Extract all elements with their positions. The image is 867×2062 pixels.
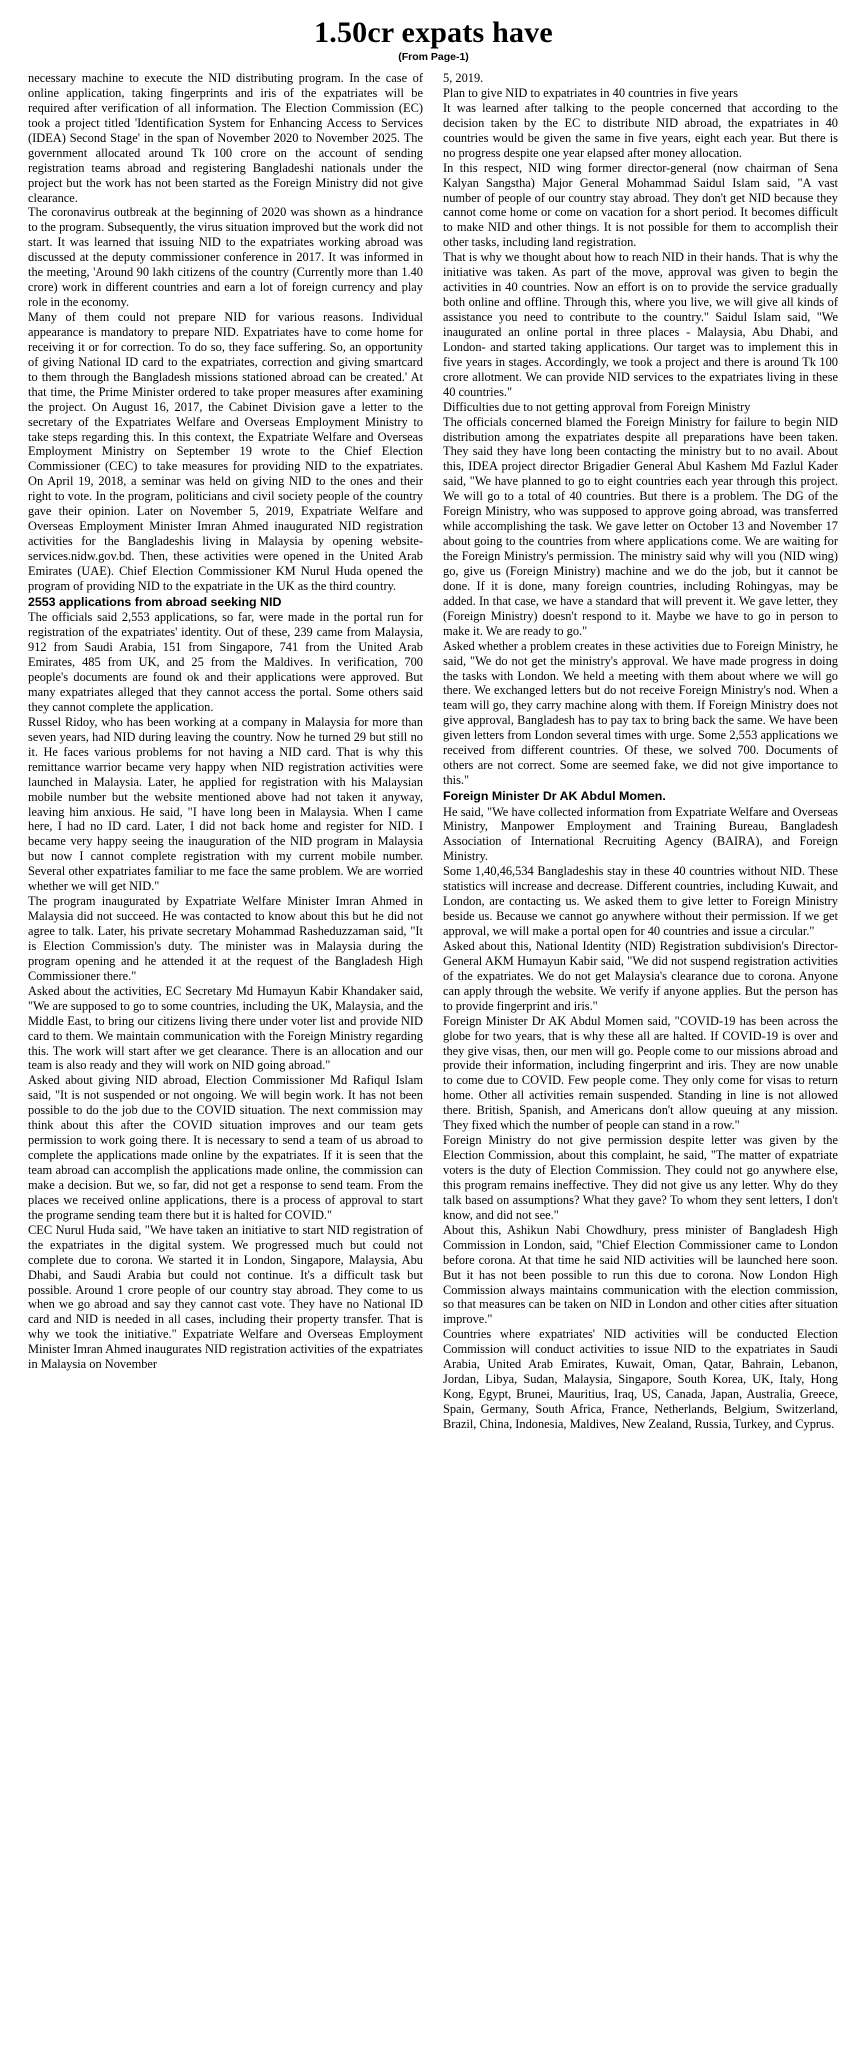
article-paragraph: That is why we thought about how to reach NID in their hands. That is why the initiative was taken. As part of the move, approval was given to begin the activities in 40 countries. Now an effort is on to provide the service gradually both online and offline. Through this, where you live, we will give all kinds of assistance you need to contribute to the country." Saidul Islam said, "We inaugurated an online portal in three places - Malaysia, Abu Dhabi, and London- and started taking applications. Our target was to implement this in five years in stages. Accordingly, we took a project and there is around Tk 100 crore allotment. We can provide NID services to the expatriates living in these 40 countries." (443, 250, 838, 399)
article-paragraph: About this, Ashikun Nabi Chowdhury, press minister of Bangladesh High Commission in London, said, "Chief Election Commissioner came to London before corona. At that time he said NID activities will be launched here soon. But it has not been possible to run this due to corona. Now London High Commission always maintains communication with the election commission, so that measures can be taken on NID in London and other cities after situation improve." (443, 1222, 838, 1327)
article-paragraph: The officials said 2,553 applications, so far, were made in the portal run for registration of the expatriates' identity. Out of these, 239 came from Malaysia, 912 from Saudi Arabia, 151 from Singapore, 741 from the United Arab Emirates, 485 from UK, and 25 from the Maldives. In verification, 700 people's documents are found ok and their applications were approved. But many expatriates alleged that they cannot access the portal. Some others said they cannot complete the application. (28, 610, 423, 714)
article-subheading: Foreign Minister Dr AK Abdul Momen. (443, 789, 666, 803)
article-paragraph: CEC Nurul Huda said, "We have taken an initiative to start NID registration of the expatriates in the digital system. We progressed much but could not complete due to corona. We started it in London, Singapore, Malaysia, Abu Dhabi, and Saudi Arabia but could not continue. It's a difficult task but possible. Around 1 crore people of our country stay abroad. They come to us when we go abroad and say they cannot cast vote. They have no National ID card and NID is needed in all cases, including their property transfer. That is why we took the initiative." Expatriate Welfare and Overseas Employment Minister Imran Ahmed inaugurates NID registration activities of the expatriates in Malaysia on November (28, 1222, 423, 1372)
article-paragraph: The coronavirus outbreak at the beginning of 2020 was shown as a hindrance to the program. Subsequently, the virus situation improved but the work did not start. It was learned that issuing NID to the expatriates working abroad was discussed at the deputy commissioner conference in 2017. It was informed in the meeting, 'Around 90 lakh citizens of the country (Currently more than 1.40 crore) work in different countries and earn a lot of foreign currency and play role in the economy. (28, 205, 423, 310)
page-title: 1.50cr expats have (314, 16, 553, 49)
article-paragraph: The program inaugurated by Expatriate Welfare Minister Imran Ahmed in Malaysia did not succeed. He was contacted to know about this but he did not agree to talk. Later, his private secretary Mohammad Rasheduzzaman said, "It is Election Commission's duty. The minister was in Malaysia during the program opening and he attended it at the request of the Bangladesh High Commissioner there." (28, 894, 423, 983)
article-paragraph: The officials concerned blamed the Foreign Ministry for failure to begin NID distribution among the expatriates despite all preparations have been taken. They said they have long been contacting the ministry but to no avail. About this, IDEA project director Brigadier General Abul Kashem Md Fazlul Kader said, "We have planned to go to eight countries each year through this project. We will go to a total of 40 countries. But there is a problem. The DG of the Foreign Ministry, who was supposed to approve going abroad, was transferred while accomplishing the task. We gave letter on October 13 and November 17 about going to the countries from where applications come. We are waiting for the Foreign Ministry's permission. The ministry said why will you (NID wing) go, give us (Foreign Ministry) machine and we do the job, but it cannot be done. If it is done, many foreign countries, including Rohingyas, may be added. In that case, we have a standard that will prevent it. We gave letter, they (Foreign Ministry) doesn't respond to it. Maybe we have to go in person to make it. We are ready to go." (443, 414, 838, 638)
article-paragraph: Plan to give NID to expatriates in 40 countries in five years (443, 85, 738, 100)
article-paragraph: Asked about this, National Identity (NID) Registration subdivision's Director-General AKM Humayun Kabir said, "We did not suspend registration activities of the expatriates. We do not get Malaysia's clearance due to corona. Anyone can apply through the website. We verify if anyone applies. But the person has to provide fingerprint and iris." (443, 938, 838, 1013)
article-paragraph: It was learned after talking to the people concerned that according to the decision taken by the EC to distribute NID abroad, the expatriates in 40 countries would be given the same in five years, eight each year. But there is no progress despite one year elapsed after money allocation. (443, 100, 838, 160)
article-paragraph: Foreign Ministry do not give permission despite letter was given by the Election Commission, about this complaint, he said, "The matter of expatriate voters is the duty of Election Commission. They could not go anywhere else, this program remains ineffective. They did not give us any letter. Why do they talk based on assumptions? What they gave? To whom they sent letters, I don't know, and did not see." (443, 1133, 838, 1222)
article-subheading: 2553 applications from abroad seeking NID (28, 594, 282, 609)
article-paragraph: Russel Ridoy, who has been working at a company in Malaysia for more than seven years, had NID during leaving the country. Now he turned 29 but still no it. He faces various problems for not having a NID card. That is why this remittance warrior became very happy when NID registration activities were launched in Malaysia. Later, he applied for registration with his Malaysian mobile number but the website mentioned above had not taken it anyway, leaving him anxious. He said, "I have long been in Malaysia. When I came here, I had no ID card. Later, I did not back home and register for NID. I became very happy seeing the inauguration of the NID program in Malaysia but now I cannot complete registration with my current mobile number. Several other expatriates familiar to me face the same problem. We are worried whether we will get NID." (28, 714, 423, 894)
article-paragraph: In this respect, NID wing former director-general (now chairman of Sena Kalyan Sangstha) Major General Mohammad Saidul Islam said, "A vast number of people of our country stay abroad. They don't get NID because they cannot come home or come on vacation for a short period. It becomes difficult to make NID and other things. It is not possible for them to accomplish their other tasks, including land registration. (443, 160, 838, 250)
article-paragraph: Foreign Minister Dr AK Abdul Momen said, "COVID-19 has been across the globe for two years, that is why these all are halted. If COVID-19 is over and they give visas, then, our men will go. People come to our missions abroad and provide their information, including fingerprint and iris. They are now unable to come due to COVID. Few people come. They only come for visas to return home. Other all activities remain suspended. Standing in line is not allowed there. British, Spanish, and Americans don't allow queuing at any mission. They fixed which the number of people can stand in a row." (443, 1013, 838, 1133)
article-paragraph: Difficulties due to not getting approval from Foreign Ministry (443, 399, 751, 414)
article-paragraph: Countries where expatriates' NID activities will be conducted Election Commission will conduct activities to issue NID to the expatriates in Saudi Arabia, United Arab Emirates, Kuwait, Oman, Qatar, Bahrain, Lebanon, Jordan, Libya, Sudan, Malaysia, Singapore, South Korea, UK, Italy, Hong Kong, Egypt, Brunei, Mauritius, Iraq, US, Canada, Japan, Australia, Greece, Spain, Germany, South Africa, France, Netherlands, Belgium, Switzerland, Brazil, China, Indonesia, Maldives, New Zealand, Russia, Turkey, and Cyprus. (443, 1327, 838, 1431)
article-paragraph: Some 1,40,46,534 Bangladeshis stay in these 40 countries without NID. These statistics will increase and decrease. Different countries, including Kuwait, and London, are contacting us. We asked them to give letter to Foreign Ministry beside us. Because we cannot go anywhere without their permission. If we get approval, we will make a portal open for 40 countries and issue a circular." (443, 864, 838, 938)
article-paragraph: Asked whether a problem creates in these activities due to Foreign Ministry, he said, "We do not get the ministry's approval. We have made progress in doing the tasks with London. We held a meeting with them about where we will go there. We exchanged letters but do not receive Foreign Ministry's nod. When a team will go, they carry machine along with them. If Foreign Ministry does not give approval, Bangladesh has to pay tax to bring back the same. We have been given letters from London several times with urge. Some 2,553 applications we received from different countries. Of these, we solved 700. Documents of others are not correct. Some are seemed fake, we did not give importance to this." (443, 638, 838, 788)
article-paragraph: necessary machine to execute the NID distributing program. In the case of online application, taking fingerprints and iris of the expatriates will be required after verification of all information. The Election Commission (EC) took a project titled 'Identification System for Enhancing Access to Services (IDEA) Second Stage' in the span of November 2020 to November 2025. The government allocated around Tk 100 crore on the account of sending registration teams abroad and registering Bangladeshi nationals under the project but the work has not been started as the Foreign Ministry did not give clearance. (28, 71, 423, 205)
article-paragraph: Many of them could not prepare NID for various reasons. Individual appearance is mandatory to prepare NID. Expatriates have to come home for receiving it or for correction. To do so, they face suffering. So, an opportunity of giving National ID card to the expatriates, correction and giving smartcard to them through the Bangladesh missions stationed abroad can be created.' At that time, the Prime Minister ordered to take proper measures after examining the project. On August 16, 2017, the Cabinet Division gave a letter to the secretary of the Expatriates Welfare and Overseas Employment Ministry to take steps regarding this. In this context, the Expatriate Welfare and Overseas Employment Ministry on September 19 wrote to the Chief Election Commissioner (CEC) to take measures for providing NID to the expatriates. On April 19, 2018, a seminar was held on giving NID to the ones and their right to vote. In the program, politicians and civil society people of the country gave their opinion. Later on November 5, 2019, Expatriate Welfare and Overseas Employment Minister Imran Ahmed inaugurated NID registration activities for the Bangladeshis living in Malaysia by opening website- services.nidw.gov.bd. Then, these activities were opened in the United Arab Emirates (UAE). Chief Election Commissioner KM Nurul Huda opened the program of providing NID to the expatriate in the UK as the third country. (28, 310, 423, 593)
article-paragraph: Asked about giving NID abroad, Election Commissioner Md Rafiqul Islam said, "It is not suspended or not ongoing. We will begin work. It has not been possible to do the job due to the COVID situation. The next commission may think about this after the COVID situation improves and our team gets permission to work going there. It is necessary to send a team of us abroad to complete the applications made online by the expatriates. If it is seen that the team abroad can accomplish the applications made online, the commission can make a decision. But we, so far, did not get a response to send team. From the places we received online applications, there is a process of approval to start the programe sending team there but it is halted for COVID." (28, 1073, 423, 1222)
article-columns (28, 71, 839, 1432)
article-paragraph: He said, "We have collected information from Expatriate Welfare and Overseas Ministry, Manpower Employment and Training Bureau, Bangladesh Association of International Recruiting Agency (BAIRA), and Foreign Ministry. (443, 804, 838, 864)
article-paragraph: Asked about the activities, EC Secretary Md Humayun Kabir Khandaker said, "We are supposed to go to some countries, including the UK, Malaysia, and the Middle East, to bring our citizens living there under voter list and provide NID card to them. We maintain communication with the Foreign Ministry regarding this. The work will start after we get clearance. There is an allocation and our team is also ready and they will work on NID going abroad." (28, 983, 423, 1073)
continuation-note: (From Page-1) (398, 51, 469, 63)
article-paragraph: 5, 2019. (443, 71, 484, 85)
article-column-right (443, 71, 838, 1432)
article-column-left (28, 71, 423, 1372)
